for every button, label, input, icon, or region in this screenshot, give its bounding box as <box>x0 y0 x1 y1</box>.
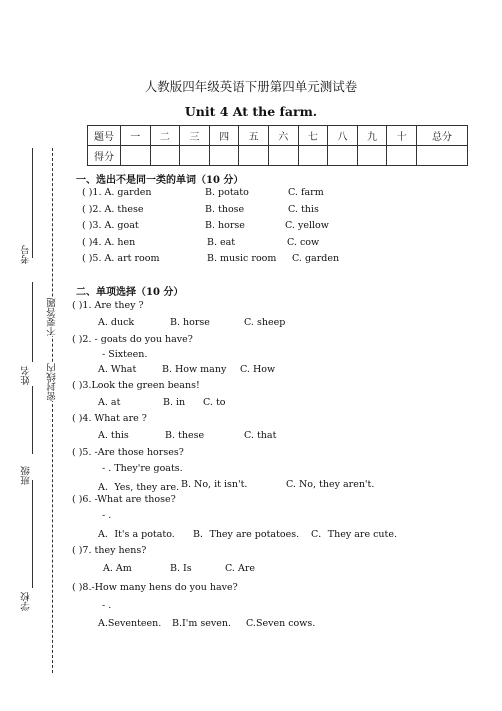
s1-q3-c: C. yellow <box>285 220 329 231</box>
score-input-cell[interactable] <box>121 146 151 166</box>
score-header-cell: 五 <box>239 126 269 146</box>
score-header-cell: 一 <box>121 126 151 146</box>
section1-heading: 一、选出不是同一类的单词（10 分） <box>76 175 244 186</box>
s2-q5-c: C. No, they aren't. <box>286 479 375 490</box>
s2-q8-sub: - . <box>102 600 112 611</box>
score-header-cell: 总分 <box>417 126 468 146</box>
s2-q4-c: C. that <box>244 430 277 441</box>
s2-q6-c: C．They are cute. <box>311 529 397 540</box>
score-header-cell: 八 <box>328 126 358 146</box>
section2-heading: 二、单项选择（10 分） <box>76 287 184 298</box>
s2-q7-c: C. Are <box>225 563 255 574</box>
page-title: 人教版四年级英语下册第四单元测试卷 <box>144 79 358 94</box>
score-table <box>87 125 468 166</box>
page-subtitle: Unit 4 At the farm. <box>184 104 318 119</box>
margin-exam-no: 考号 <box>21 245 32 264</box>
s1-q1-c: C. farm <box>288 187 324 198</box>
score-header-cell: 九 <box>357 126 387 146</box>
s2-q6-b: B．They are potatoes. <box>193 529 300 540</box>
s2-q8-stem: ( )8.-How many hens do you have? <box>72 582 238 593</box>
s2-q5-a: A．Yes, they are. <box>98 482 180 493</box>
s1-q5-b: B. music room <box>207 253 277 264</box>
s2-q8-c: C.Seven cows. <box>246 618 316 629</box>
s2-q5-b: B. No, it isn't. <box>181 479 248 490</box>
score-header-cell: 六 <box>268 126 298 146</box>
score-input-cell[interactable] <box>180 146 210 166</box>
margin-class: 班级 <box>21 466 32 485</box>
s2-q1-b: B. horse <box>170 317 210 328</box>
margin-no-answer: 不要答题 <box>47 298 58 336</box>
score-input-cell[interactable] <box>239 146 269 166</box>
s2-q3-a: A. at <box>98 397 121 408</box>
s2-q7-stem: ( )7. they hens? <box>72 545 147 556</box>
s2-q7-b: B. Is <box>170 563 192 574</box>
seal-dashed-line <box>52 148 53 673</box>
s2-q2-c: C. How <box>240 364 276 375</box>
score-input-cell[interactable] <box>150 146 180 166</box>
score-input-cell[interactable] <box>209 146 239 166</box>
score-header-cell: 七 <box>298 126 328 146</box>
score-input-cell[interactable] <box>328 146 358 166</box>
s2-q3-c: C. to <box>203 397 226 408</box>
s2-q4-b: B. these <box>165 430 205 441</box>
score-input-cell[interactable] <box>298 146 328 166</box>
name-underline <box>32 282 33 362</box>
s1-q2-c: C. this <box>288 204 319 215</box>
exam-no-underline <box>32 148 33 258</box>
s1-q2-stem: ( )2. A. these <box>82 204 144 215</box>
s2-q8-b: B.I'm seven. <box>172 618 232 629</box>
s2-q1-stem: ( )1. Are they ? <box>72 300 144 311</box>
score-header-cell: 十 <box>387 126 417 146</box>
s2-q2-stem: ( )2. - goats do you have? <box>72 334 193 345</box>
score-header-cell: 四 <box>209 126 239 146</box>
s2-q6-a: A．It's a potato. <box>98 529 175 540</box>
score-header-cell: 题号 <box>88 126 121 146</box>
score-header-cell: 二 <box>150 126 180 146</box>
s1-q1-stem: ( )1. A. garden <box>82 187 152 198</box>
score-header-cell: 三 <box>180 126 210 146</box>
s2-q3-stem: ( )3.Look the green beans! <box>72 380 200 391</box>
s1-q5-stem: ( )5. A. art room <box>82 253 160 264</box>
s1-q4-b: B. eat <box>207 237 236 248</box>
score-input-cell[interactable] <box>268 146 298 166</box>
s1-q3-b: B. horse <box>205 220 245 231</box>
s1-q2-b: B. those <box>205 204 245 215</box>
margin-school: 学校 <box>21 592 32 611</box>
margin-seal-line: 密封线内 <box>47 363 58 401</box>
s1-q4-stem: ( )4. A. hen <box>82 237 136 248</box>
school-underline <box>32 480 33 588</box>
s2-q6-stem: ( )6. -What are those? <box>72 494 176 505</box>
class-underline <box>32 386 33 454</box>
s2-q2-sub: - Sixteen. <box>102 349 148 360</box>
s2-q4-stem: ( )4. What are ? <box>72 413 147 424</box>
s1-q5-c: C. garden <box>292 253 340 264</box>
s2-q1-c: C. sheep <box>244 317 286 328</box>
s2-q3-b: B. in <box>163 397 186 408</box>
s2-q6-sub: - . <box>102 510 112 521</box>
score-input-cell[interactable] <box>357 146 387 166</box>
s1-q1-b: B. potato <box>205 187 249 198</box>
score-input-cell[interactable] <box>417 146 468 166</box>
score-value-row <box>88 146 468 166</box>
score-header-row <box>88 126 468 146</box>
s1-q4-c: C. cow <box>287 237 320 248</box>
margin-name: 姓名 <box>21 366 32 385</box>
s1-q3-stem: ( )3. A. goat <box>82 220 139 231</box>
s2-q1-a: A. duck <box>98 317 135 328</box>
s2-q5-stem: ( )5. -Are those horses? <box>72 447 184 458</box>
s2-q2-a: A. What <box>98 364 137 375</box>
s2-q8-a: A.Seventeen. <box>98 618 162 629</box>
score-label-cell: 得分 <box>88 146 121 166</box>
s2-q4-a: A. this <box>98 430 129 441</box>
score-input-cell[interactable] <box>387 146 417 166</box>
s2-q5-sub: - . They're goats. <box>102 463 183 474</box>
s2-q2-b: B. How many <box>162 364 227 375</box>
s2-q7-a: A. Am <box>103 563 132 574</box>
